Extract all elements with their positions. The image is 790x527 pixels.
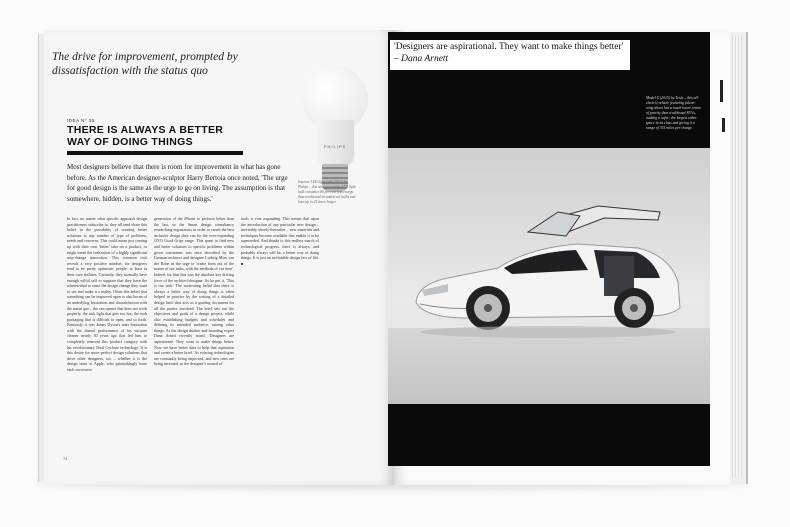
page-number: 74 (63, 456, 68, 461)
quote-text: 'Designers are aspirational. They want to make things better' (394, 42, 624, 52)
page-stack-lines (732, 36, 742, 478)
intro-paragraph: Most designers believe that there is room for improvement in what has gone before. As the American designer-sculptor Harry Bertoia once noted, 'The urge for good design is the same as the urge to go on living. The assumption is that somewhere, hidden, is a better way of doing things.' (67, 163, 288, 203)
body-column-2: generation of the iPhone to perform better than the last, or the Smart design consultancy researching ergonomics in order to create the best inclusive design they can for the ever-expanding OXO Good Grips range. This quest to find new and better solutions to specific problems within given constraints was once described by the German architect and designer Ludwig Mies van der Rohe as the urge to 'create form out of the nature of our tasks, with the methods of our time'. Indeed, for him this was the absolute key driving force of the architect/designer. As he put it, 'This is our task.' The motivating belief that there is always a better way of doing things is often helped in practice by the writing of a detailed design brief that acts as a guiding document for all the parties involved. The brief sets out the objectives and goals of a design project, while also establishing budgets and schedules and defining its intended audience, among other things. As the design thinker and branding expert Dana Arnett recently noted, 'Designers are aspirational. They want to make things better. Now we have better data to help that aspiration and create a better brief.' As existing technologies are constantly being improved, and new ones are being invented, so the designer's arsenal of (154, 216, 234, 367)
idea-number: IDEA Nº 36 (67, 118, 95, 123)
quote-attribution: – Dana Arnett (394, 53, 449, 64)
bulb-brand-label: PHILIPS (323, 144, 347, 149)
car-photo (388, 32, 710, 466)
section-tab-mark (722, 118, 725, 132)
bulb-neck (316, 120, 354, 166)
light-bulb-image (300, 66, 370, 196)
right-quote-box (390, 40, 630, 70)
photo-caption: Model X (2015) by Tesla – this all-electric vehicle featuring falcon-wing doors has a much lower centre of gravity than traditional SUVs, making it safer; the largest cabin space in its class and giving it a range of 351 miles per charge. (646, 96, 702, 130)
body-column-1: In fact, no matter what specific approach design practitioners subscribe to, they all tend share this belief in the possibility of creating better solutions to any number of type of problems, needs and concerns. This could mean just coming up with their own 'better' take on a product, or might mean the realization of a highly significant step-change innovation. This common trait reveals a very positive mindset, for designers tend to be pretty optimistic people; at least in their own abilities. Certainly, they normally have enough wilful self to suppose that they have the wherewithal to enact the design change they want to see and make it a reality. Often this belief that something can be improved upon is also borne of an underlying frustration and dissatisfaction with the status quo – the can opener that does not work properly, the task light that gets too hot, the rush packaging that is difficult to open, and so forth. Famously, it was James Dyson's utter frustration with the dismal performance of his vacuum cleaner nearly 30 years ago that led him to completely reinvent this product category with his revolutionary Dual Cyclone technology. It is this desire for more perfect design solutions that drive other designers, too – whether it is the design team at Apple, who painstakingly hone each successive (67, 216, 147, 373)
bulb-caption: Improve LED light bulb (2012) by Philips – this new-generation LED light bulb consumes 80 per cent less energy than traditional incandescent bulbs and lasts up to 25 times longer. (298, 180, 356, 204)
tesla-model-x-illustration (408, 192, 688, 342)
title-rule (67, 151, 243, 155)
left-pull-quote: The drive for improvement, prompted by dissatisfaction with the status quo (52, 51, 238, 77)
article-title: THERE IS ALWAYS A BETTER WAY OF DOING THINGS (67, 124, 224, 148)
right-pull-quote (394, 42, 626, 65)
body-column-3: tools is ever expanding. This means that upon the introduction of any particular new design – inevitably shortly thereafter – new materials and techniques become available that enable it to be superseded. And thanks to this endless march of technological progress, there is always, and probably always will be, a better way of doing things. It is just an irrefutable design fact of life. ■ (241, 216, 319, 266)
section-tab-mark (720, 80, 723, 102)
